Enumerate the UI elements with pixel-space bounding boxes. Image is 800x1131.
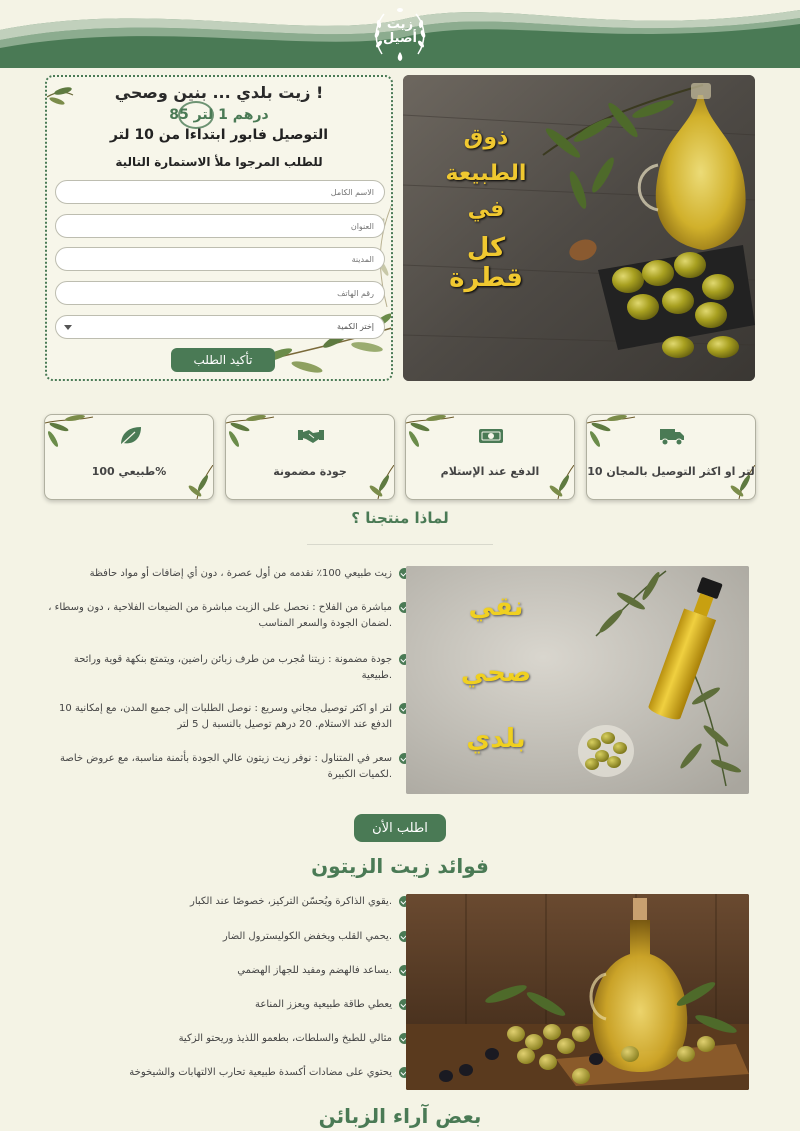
image-line-2: صحي (460, 658, 532, 688)
leaf-decoration-icon (406, 415, 456, 455)
hero-line-1: ذوق (463, 125, 509, 150)
handshake-icon (298, 425, 324, 447)
why-list-item: زيت طبيعي 100٪ نقدمه من أول عصرة ، دون أي إضافات أو مواد حافظة (47, 566, 392, 582)
price-highlight-circle (178, 101, 214, 129)
why-list-item: سعر في المتناول : نوفر زيت زيتون عالي الجودة بأثمنة مناسبة، مع عروض خاصة لكميات الكبيرة. (47, 751, 392, 783)
address-input[interactable] (55, 214, 385, 238)
image-line-1: نقي (468, 592, 524, 622)
feature-card-cash-on-delivery (405, 414, 575, 500)
feature-card-guaranteed-quality (225, 414, 395, 500)
logo-line-2: أصيل (383, 31, 417, 46)
feature-label: جودة مضمونة (273, 465, 347, 478)
benefit-list-item: يساعد فالهضم ومفيد للجهاز الهضمي. (47, 963, 392, 979)
why-section-title: لماذا منتجنا ؟ (351, 509, 449, 527)
order-now-button[interactable]: اطلب الأن (354, 814, 446, 842)
phone-input[interactable] (55, 281, 385, 305)
truck-icon (659, 425, 685, 447)
benefit-list-item: يقوي الذاكرة ويُحسّن التركيز، خصوصًا عند الكبار. (47, 894, 392, 910)
delivery-text: التوصيل فابور ابتداءا من 10 لتر (109, 127, 329, 143)
benefit-list-item: يعطي طاقة طبيعية ويعزز المناعة (47, 997, 392, 1013)
benefits-section-title: فوائد زيت الزيتون (311, 854, 489, 878)
leaf-decoration-icon (226, 415, 276, 455)
chevron-down-icon (64, 325, 72, 330)
money-icon (478, 425, 504, 447)
image-line-3: بلدي (466, 724, 526, 754)
benefit-list-item: مثالي للطبخ والسلطات، بطعمو اللذيذ وريحتو الزكية (47, 1031, 392, 1047)
feature-card-natural (44, 414, 214, 500)
feature-card-free-delivery (586, 414, 756, 500)
form-instructions: للطلب المرجوا ملأ الاستمارة التالية (115, 155, 323, 169)
why-list-item: جودة مضمونة : زيتنا مُجرب من طرف زبائن راضين، ويتمتع بنكهة قوية ورائحة طبيعية. (47, 652, 392, 684)
leaf-decoration-icon (45, 415, 95, 455)
benefit-list-item: يحمي القلب ويخفض الكوليسترول الضار. (47, 929, 392, 945)
why-list-item: مباشرة من الفلاح : نحصل على الزيت مباشرة من الضيعات الفلاحية ، دون وسطاء ، لضمان الجودة والسعر المناسب. (47, 600, 392, 632)
feature-label: الدفع عند الإستلام (440, 465, 540, 478)
order-form (45, 75, 393, 381)
quantity-select-value: إختر الكمية (337, 322, 374, 331)
form-title: زيت بلدي ... بنين وصحي ! (114, 83, 324, 102)
hero-image (403, 75, 755, 381)
brand-logo[interactable] (370, 4, 430, 64)
feature-label: 10 لتر او اكثر التوصيل بالمجان (587, 465, 755, 478)
section-divider (307, 544, 493, 545)
logo-line-1: زيت (386, 17, 414, 32)
submit-order-button[interactable]: تأكيد الطلب (171, 348, 275, 372)
olive-oil-bottle-image (406, 566, 749, 794)
leaf-decoration-icon (587, 415, 637, 455)
hero-line-2: الطبيعة (445, 161, 527, 186)
reviews-section-title: بعض آراء الزبائن (318, 1104, 482, 1128)
leaf-icon (117, 425, 143, 447)
full-name-input[interactable] (55, 180, 385, 204)
price-text: 85 درهم 1 لتر (169, 107, 269, 123)
why-list-item: 10 لتر او اكثر توصيل مجاني وسريع : نوصل الطلبات إلى جميع المدن، مع إمكانية الدفع عند الاستلام. 20 درهم توصيل بالنسبة ل 5 لتر (47, 701, 392, 733)
hero-line-4: كل قطرة (449, 233, 523, 293)
quantity-select[interactable] (55, 315, 385, 339)
city-input[interactable] (55, 247, 385, 271)
hero-line-3: في (467, 197, 505, 222)
benefit-list-item: يحتوي على مضادات أكسدة طبيعية تحارب الالتهابات والشيخوخة (47, 1065, 392, 1081)
feature-label: طبيعي 100% (91, 465, 167, 478)
olive-oil-jug-image (406, 894, 749, 1090)
